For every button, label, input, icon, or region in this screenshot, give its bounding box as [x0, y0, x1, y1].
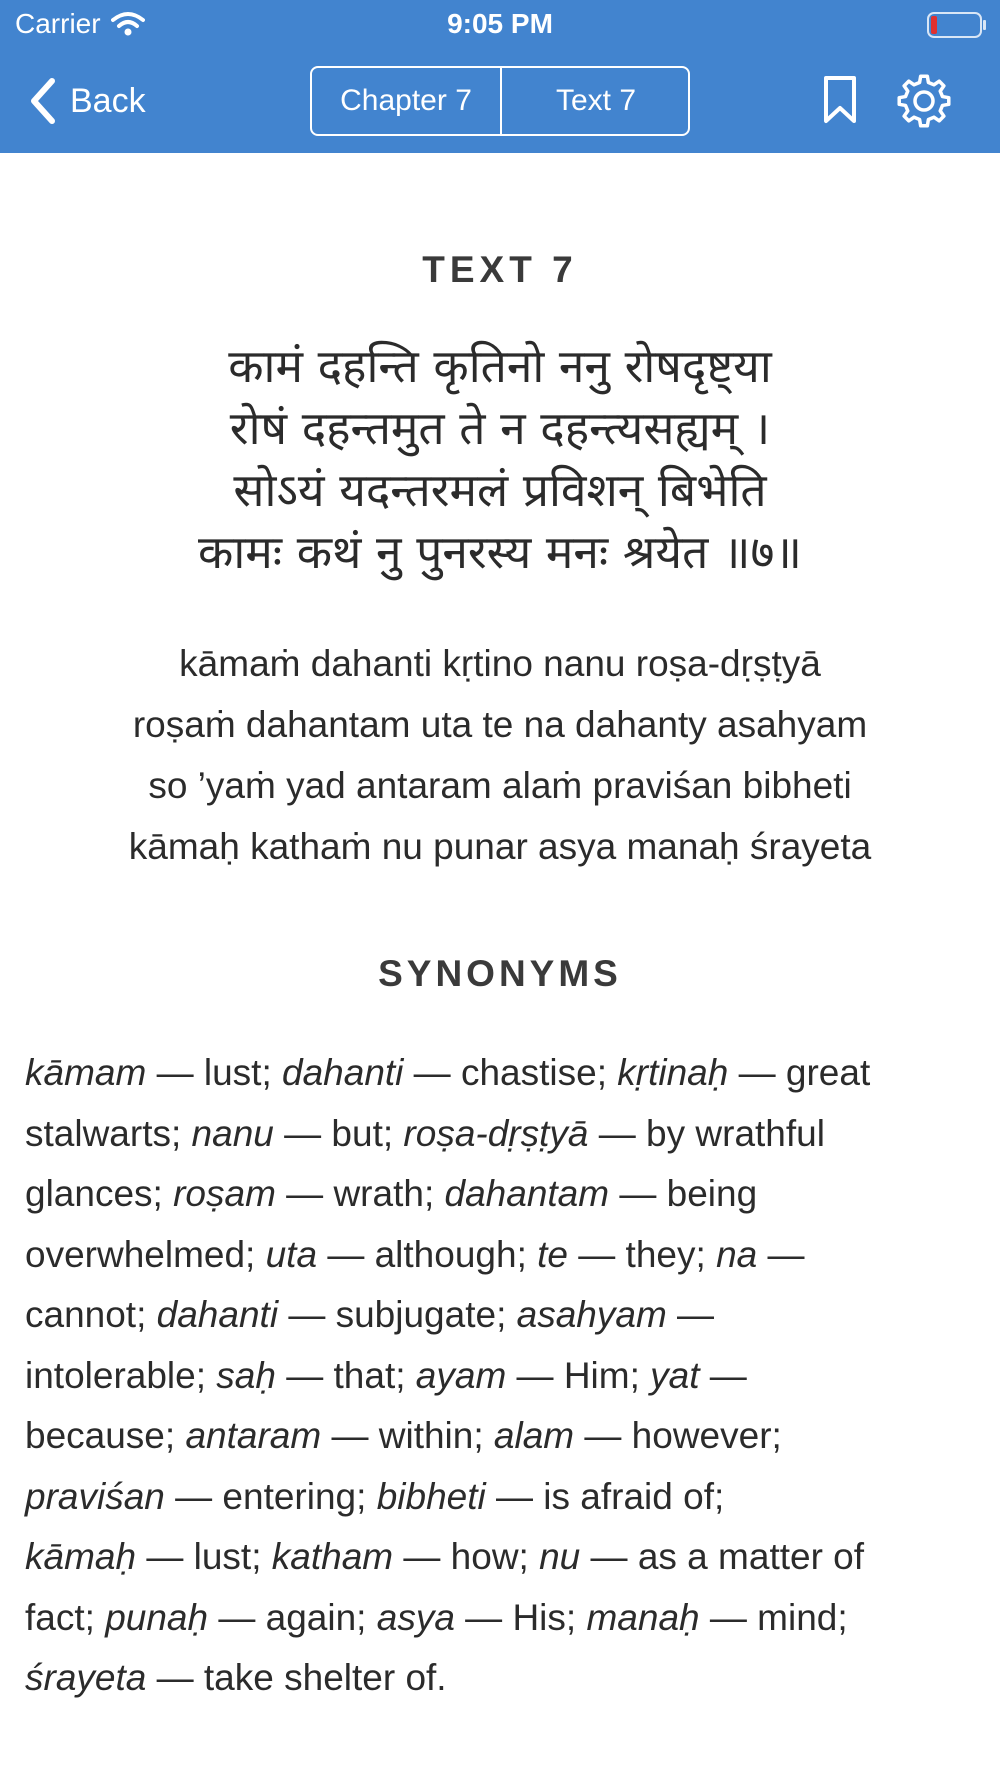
devanagari-line: सोऽयं यदन्तरमलं प्रविशन् बिभेति — [233, 463, 767, 517]
term-meaning: — lust; — [146, 1052, 283, 1093]
sanskrit-term: manaḥ — [586, 1596, 700, 1638]
devanagari-line: रोषं दहन्तमुत ते न दहन्त्यसह्यम् । — [229, 401, 771, 455]
sanskrit-term: na — [716, 1233, 758, 1275]
sanskrit-term: antaram — [185, 1415, 322, 1456]
sanskrit-term: te — [537, 1233, 568, 1275]
back-button[interactable] — [28, 75, 146, 127]
synonyms-line — [25, 1104, 980, 1165]
synonyms-line — [25, 1225, 980, 1286]
term-meaning: fact; — [25, 1596, 106, 1638]
term-meaning: — that; — [275, 1354, 416, 1396]
transliteration-line: so ’yaṁ yad antaram alaṁ praviśan bibheti — [148, 765, 852, 806]
synonyms-line — [25, 1648, 980, 1709]
transliteration-line: kāmaḥ kathaṁ nu punar asya manaḥ śrayeta — [128, 826, 872, 867]
synonyms-line — [25, 1527, 980, 1588]
term-meaning: — Him; — [506, 1354, 651, 1396]
verse-content — [0, 153, 1000, 1778]
battery-icon — [927, 12, 987, 38]
term-meaning: — entering; — [164, 1475, 377, 1517]
synonyms-line — [25, 1285, 980, 1346]
carrier-label: Carrier — [15, 8, 101, 39]
text-segment[interactable]: Text 7 — [555, 84, 637, 117]
synonyms-line — [25, 1346, 980, 1407]
term-meaning: — His; — [454, 1596, 587, 1638]
sanskrit-term: asya — [376, 1596, 455, 1638]
devanagari-line: कामं दहन्ति कृतिनो ननु रोषदृष्ट्या — [228, 339, 772, 393]
term-meaning: — however; — [574, 1415, 782, 1456]
sanskrit-term: dahanti — [282, 1052, 404, 1093]
transliteration-line: kāmaṁ dahanti kṛtino nanu roṣa-dṛṣṭyā — [179, 643, 821, 684]
synonyms-line — [25, 1467, 980, 1528]
sanskrit-term: asahyam — [516, 1294, 667, 1335]
term-meaning: — although; — [317, 1233, 538, 1275]
term-meaning: — — [666, 1294, 715, 1335]
term-meaning: — — [699, 1354, 747, 1396]
synonyms-line — [25, 1164, 980, 1225]
term-meaning: because; — [25, 1415, 186, 1456]
text-heading: TEXT 7 — [422, 249, 578, 290]
sanskrit-term: kāmam — [25, 1052, 147, 1093]
term-meaning: — they; — [568, 1233, 717, 1275]
synonyms-line — [25, 1588, 980, 1649]
term-meaning: — take shelter of. — [146, 1657, 447, 1698]
term-meaning: — — [757, 1233, 805, 1275]
term-meaning: — great — [728, 1052, 871, 1093]
term-meaning: intolerable; — [25, 1354, 217, 1396]
sanskrit-term: bibheti — [376, 1475, 486, 1517]
term-meaning: — within; — [321, 1415, 494, 1456]
term-meaning: stalwarts; — [25, 1112, 192, 1154]
sanskrit-term: nu — [539, 1536, 581, 1577]
term-meaning: — subjugate; — [278, 1294, 517, 1335]
chapter-text-selector — [310, 66, 690, 136]
sanskrit-term: punaḥ — [105, 1596, 209, 1638]
synonyms-line — [25, 1043, 980, 1104]
sanskrit-term: praviśan — [25, 1475, 165, 1517]
sanskrit-term: ayam — [415, 1354, 507, 1396]
status-time: 9:05 PM — [447, 8, 553, 39]
sanskrit-term: nanu — [191, 1112, 274, 1154]
sanskrit-term: uta — [265, 1233, 318, 1275]
term-meaning: — mind; — [699, 1596, 848, 1638]
top-bar — [0, 0, 1000, 153]
synonyms-heading: SYNONYMS — [378, 953, 622, 994]
gear-icon[interactable] — [895, 72, 953, 130]
devanagari-line: कामः कथं नु पुनरस्य मनः श्रयेत ॥७॥ — [198, 525, 802, 579]
term-meaning: — lust; — [136, 1536, 272, 1577]
sanskrit-term: dahantam — [444, 1173, 610, 1214]
sanskrit-term: roṣa-dṛṣṭyā — [403, 1112, 589, 1154]
sanskrit-term: kāmaḥ — [25, 1536, 137, 1577]
transliteration-line: roṣaṁ dahantam uta te na dahanty asahyam — [132, 704, 868, 745]
term-meaning: — again; — [208, 1596, 377, 1638]
back-label: Back — [70, 81, 146, 120]
term-meaning: — wrath; — [275, 1173, 445, 1214]
sanskrit-term: katham — [271, 1536, 394, 1577]
transliteration-verse — [0, 633, 1000, 877]
term-meaning: glances; — [25, 1173, 174, 1214]
devanagari-verse — [0, 335, 1000, 583]
synonyms-line — [25, 1406, 980, 1467]
sanskrit-term: alam — [493, 1415, 575, 1456]
term-meaning: cannot; — [25, 1294, 157, 1335]
term-meaning: — is afraid of; — [485, 1475, 725, 1517]
synonyms-text — [25, 1043, 980, 1709]
sanskrit-term: yat — [650, 1354, 700, 1396]
term-meaning: overwhelmed; — [25, 1233, 266, 1275]
sanskrit-term: kṛtinaḥ — [617, 1052, 729, 1093]
term-meaning: — but; — [273, 1112, 404, 1154]
chevron-left-icon — [28, 75, 58, 127]
status-bar — [0, 0, 1000, 50]
sanskrit-term: roṣam — [173, 1173, 276, 1214]
term-meaning: — by wrathful — [588, 1112, 825, 1154]
term-meaning: — chastise; — [403, 1052, 618, 1093]
sanskrit-term: saḥ — [216, 1354, 276, 1396]
sanskrit-term: śrayeta — [25, 1657, 147, 1698]
term-meaning: — being — [609, 1173, 758, 1214]
bookmark-icon[interactable] — [822, 75, 858, 125]
term-meaning: — how; — [393, 1536, 540, 1577]
term-meaning: — as a matter of — [580, 1536, 865, 1577]
chapter-segment[interactable]: Chapter 7 — [312, 68, 502, 134]
navigation-bar — [0, 60, 1000, 146]
sanskrit-term: dahanti — [156, 1294, 279, 1335]
